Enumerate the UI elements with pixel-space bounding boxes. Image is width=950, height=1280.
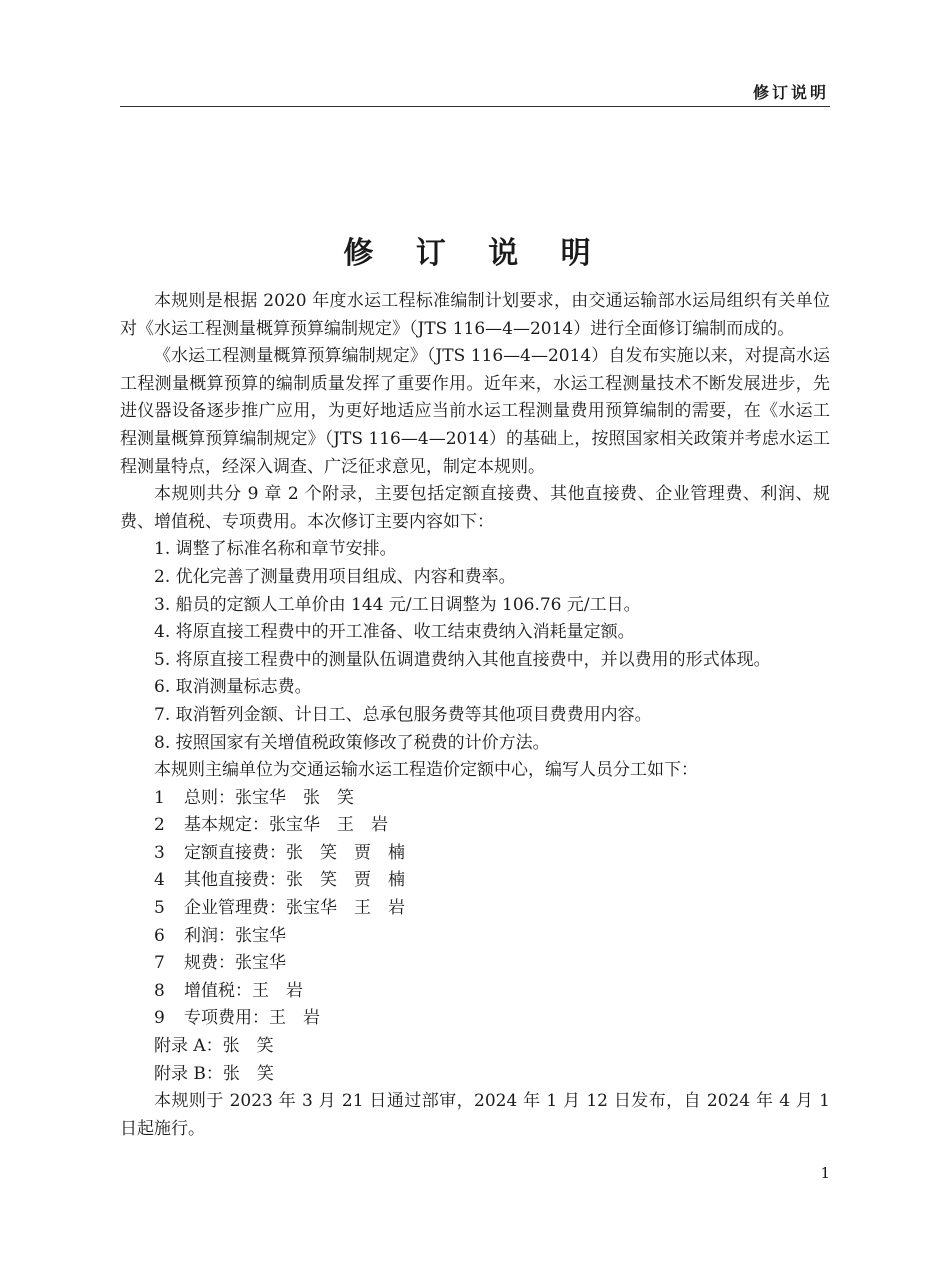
- staff-row: [120, 867, 830, 895]
- chapter-authors: 基本规定：张宝华 王 岩: [184, 815, 388, 836]
- revision-item: 3. 船员的定额人工单价由 144 元/工日调整为 106.76 元/工日。: [154, 594, 641, 615]
- staff-row: [120, 840, 830, 868]
- revision-item: 4. 将原直接工程费中的开工准备、收工结束费纳入消耗量定额。: [154, 622, 635, 643]
- chapter-number: 6: [154, 925, 165, 946]
- chapter-authors: 企业管理费：张宝华 王 岩: [184, 898, 405, 919]
- staff-row: [120, 923, 830, 951]
- running-header: 修订说明: [752, 83, 829, 102]
- staff-row: [120, 785, 830, 813]
- paragraph-effective-date: 本规则于 2023 年 3 月 21 日通过部审，2024 年 1 月 12 日发布，自 2024 年 4 月 1 日起施行。: [120, 1091, 830, 1139]
- chapter-number: 3: [154, 842, 165, 863]
- staff-row: [120, 895, 830, 923]
- chapter-number: 2: [154, 815, 165, 836]
- chapter-authors: 增值税：王 岩: [184, 980, 303, 1001]
- chapter-number: 5: [154, 898, 165, 919]
- page-title: 修 订 说 明: [343, 236, 607, 271]
- appendix-list: [120, 1033, 830, 1088]
- chapter-authors: 定额直接费：张 笑 贾 楠: [184, 842, 405, 863]
- chapter-authors: 其他直接费：张 笑 贾 楠: [184, 870, 405, 891]
- body-text: [120, 288, 830, 1143]
- staff-list: [120, 785, 830, 1033]
- revision-item: 1. 调整了标准名称和章节安排。: [154, 539, 397, 560]
- page-number: 1: [820, 1164, 830, 1182]
- staff-row: [120, 978, 830, 1006]
- revision-list: [120, 536, 830, 757]
- chapter-number: 4: [154, 870, 165, 891]
- chapter-number: 8: [154, 980, 165, 1001]
- appendix-authors: 附录 A：张 笑: [154, 1036, 274, 1057]
- revision-item: 8. 按照国家有关增值税政策修改了税费的计价方法。: [154, 732, 550, 753]
- chapter-number: 9: [154, 1008, 165, 1029]
- staff-row: [120, 1005, 830, 1033]
- paragraph-editors: 本规则主编单位为交通运输水运工程造价定额中心，编写人员分工如下：: [154, 760, 698, 781]
- chapter-authors: 规费：张宝华: [184, 953, 286, 974]
- paragraph-intro: 本规则是根据 2020 年度水运工程标准编制计划要求，由交通运输部水运局组织有关单位对《水运工程测量概算预算编制规定》（JTS 116—4—2014）进行全面修订编制而成的。: [120, 291, 830, 339]
- chapter-number: 7: [154, 953, 165, 974]
- appendix-authors: 附录 B：张 笑: [154, 1063, 274, 1084]
- chapter-authors: 利润：张宝华: [184, 925, 286, 946]
- revision-item: 5. 将原直接工程费中的测量队伍调遣费纳入其他直接费中，并以费用的形式体现。: [154, 649, 771, 670]
- chapter-authors: 专项费用：王 岩: [184, 1008, 320, 1029]
- revision-item: 2. 优化完善了测量费用项目组成、内容和费率。: [154, 566, 516, 587]
- revision-item: 7. 取消暂列金额、计日工、总承包服务费等其他项目费费用内容。: [154, 704, 652, 725]
- staff-row: [120, 950, 830, 978]
- staff-row: [120, 812, 830, 840]
- revision-item: 6. 取消测量标志费。: [154, 677, 312, 698]
- chapter-authors: 总则：张宝华 张 笑: [184, 787, 354, 808]
- paragraph-background: 《水运工程测量概算预算编制规定》（JTS 116—4—2014）自发布实施以来，对提高水运工程测量概算预算的编制质量发挥了重要作用。近年来，水运工程测量技术不断发展进步，先进仪器设备逐步推广应用，为更好地适应当前水运工程测量费用预算编制的需要，在《水运工程测量概算预算编制规定》（JTS 116—4—2014）的基础上，按照国家相关政策并考虑水运工程测量特点，经深入调查、广泛征求意见，制定本规则。: [120, 346, 830, 477]
- header-rule: [120, 106, 830, 107]
- chapter-number: 1: [154, 787, 165, 808]
- paragraph-structure: 本规则共分 9 章 2 个附录，主要包括定额直接费、其他直接费、企业管理费、利润、规费、增值税、专项费用。本次修订主要内容如下：: [120, 484, 830, 532]
